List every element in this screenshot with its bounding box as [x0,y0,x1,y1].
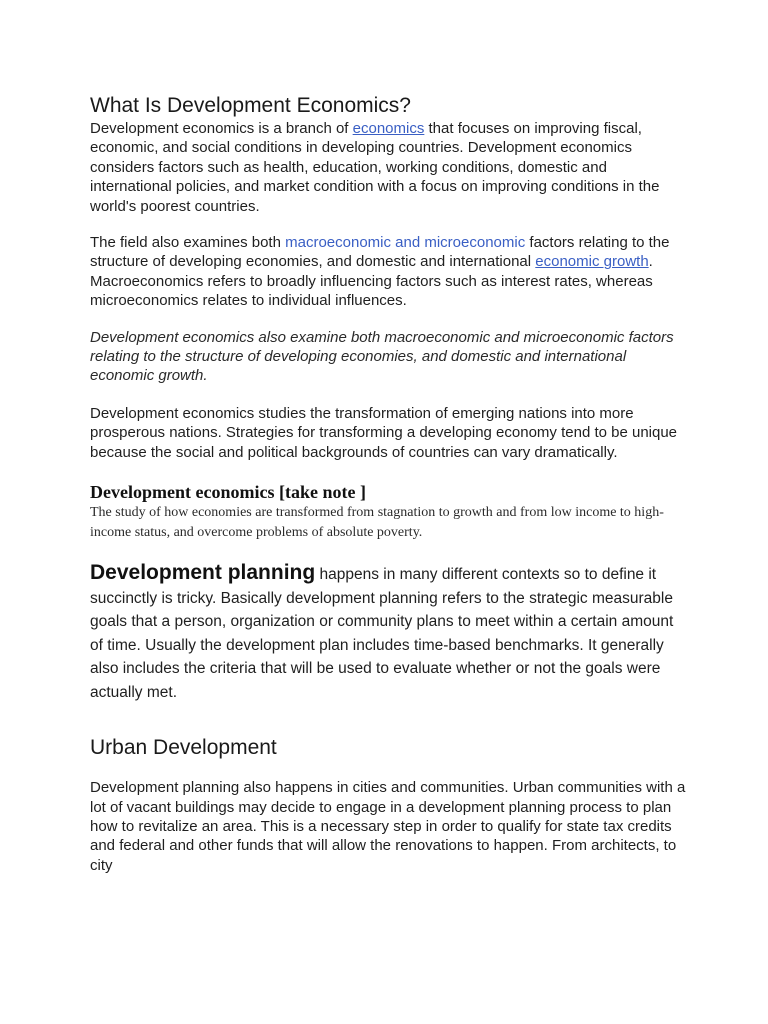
urban-paragraph: Development planning also happens in cities and communities. Urban communities with a lot of vacant buildings may decide to engage in a development planning process to plan how to revitalize an area. This is a necessary step in order to qualify for state tax credits and federal and other funds that will allow the renovations to happen. From architects, to city [90,779,686,874]
document-page [90,94,690,875]
economic-growth-link[interactable]: economic growth [535,253,649,271]
urban-heading: Urban Development [90,736,277,760]
planning-paragraph [90,561,690,704]
economics-link[interactable]: economics [352,120,425,137]
transformation-paragraph: Development economics studies the transformation of emerging nations into more prosperous nations. Strategies for transforming a developing economy tend to be unique because the social and political backgrounds of countries can vary dramatically. [90,404,678,461]
field-paragraph [90,233,690,311]
page-title: What Is Development Economics? [90,94,411,117]
field-text-a: The field also examines both [90,234,286,252]
planning-lead: Development planning [90,561,316,585]
intro-text-a: Development economics is a branch of [90,120,353,137]
planning-text: happens in many different contexts so to define it succinctly is tricky. Basically development planning refers to the strategic measurable goals that a person, organization or community plans to meet within a certain amount of time. Usually the development plan includes time-based benchmarks. It generally also includes the criteria that will be used to evaluate whether or not the goals were actually met. [90,566,674,701]
italic-paragraph: Development economics also examine both macroeconomic and microeconomic factors relating to the structure of developing economies, and domestic and international economic growth. [90,328,674,385]
intro-text-b: that focuses on improving fiscal, economic, and social conditions in developing countries. Development economics considers factors such as health, education, working conditions, domestic and international policies, and market condition with a focus on improving conditions in the world's poorest countries. [90,120,660,215]
take-note-heading: Development economics [take note ] [90,482,366,503]
field-text-c: . Macroeconomics refers to broadly influencing factors such as interest rates, whereas microeconomics relates to individual influences. [90,253,653,310]
field-text-b: factors relating to the structure of developing economies, and domestic and international [90,234,670,271]
macro-micro-text: macroeconomic and microeconomic [285,234,526,252]
intro-paragraph [90,119,690,216]
take-note-text: The study of how economies are transformed from stagnation to growth and from low income to high-income status, and overcome problems of absolute poverty. [90,505,664,541]
